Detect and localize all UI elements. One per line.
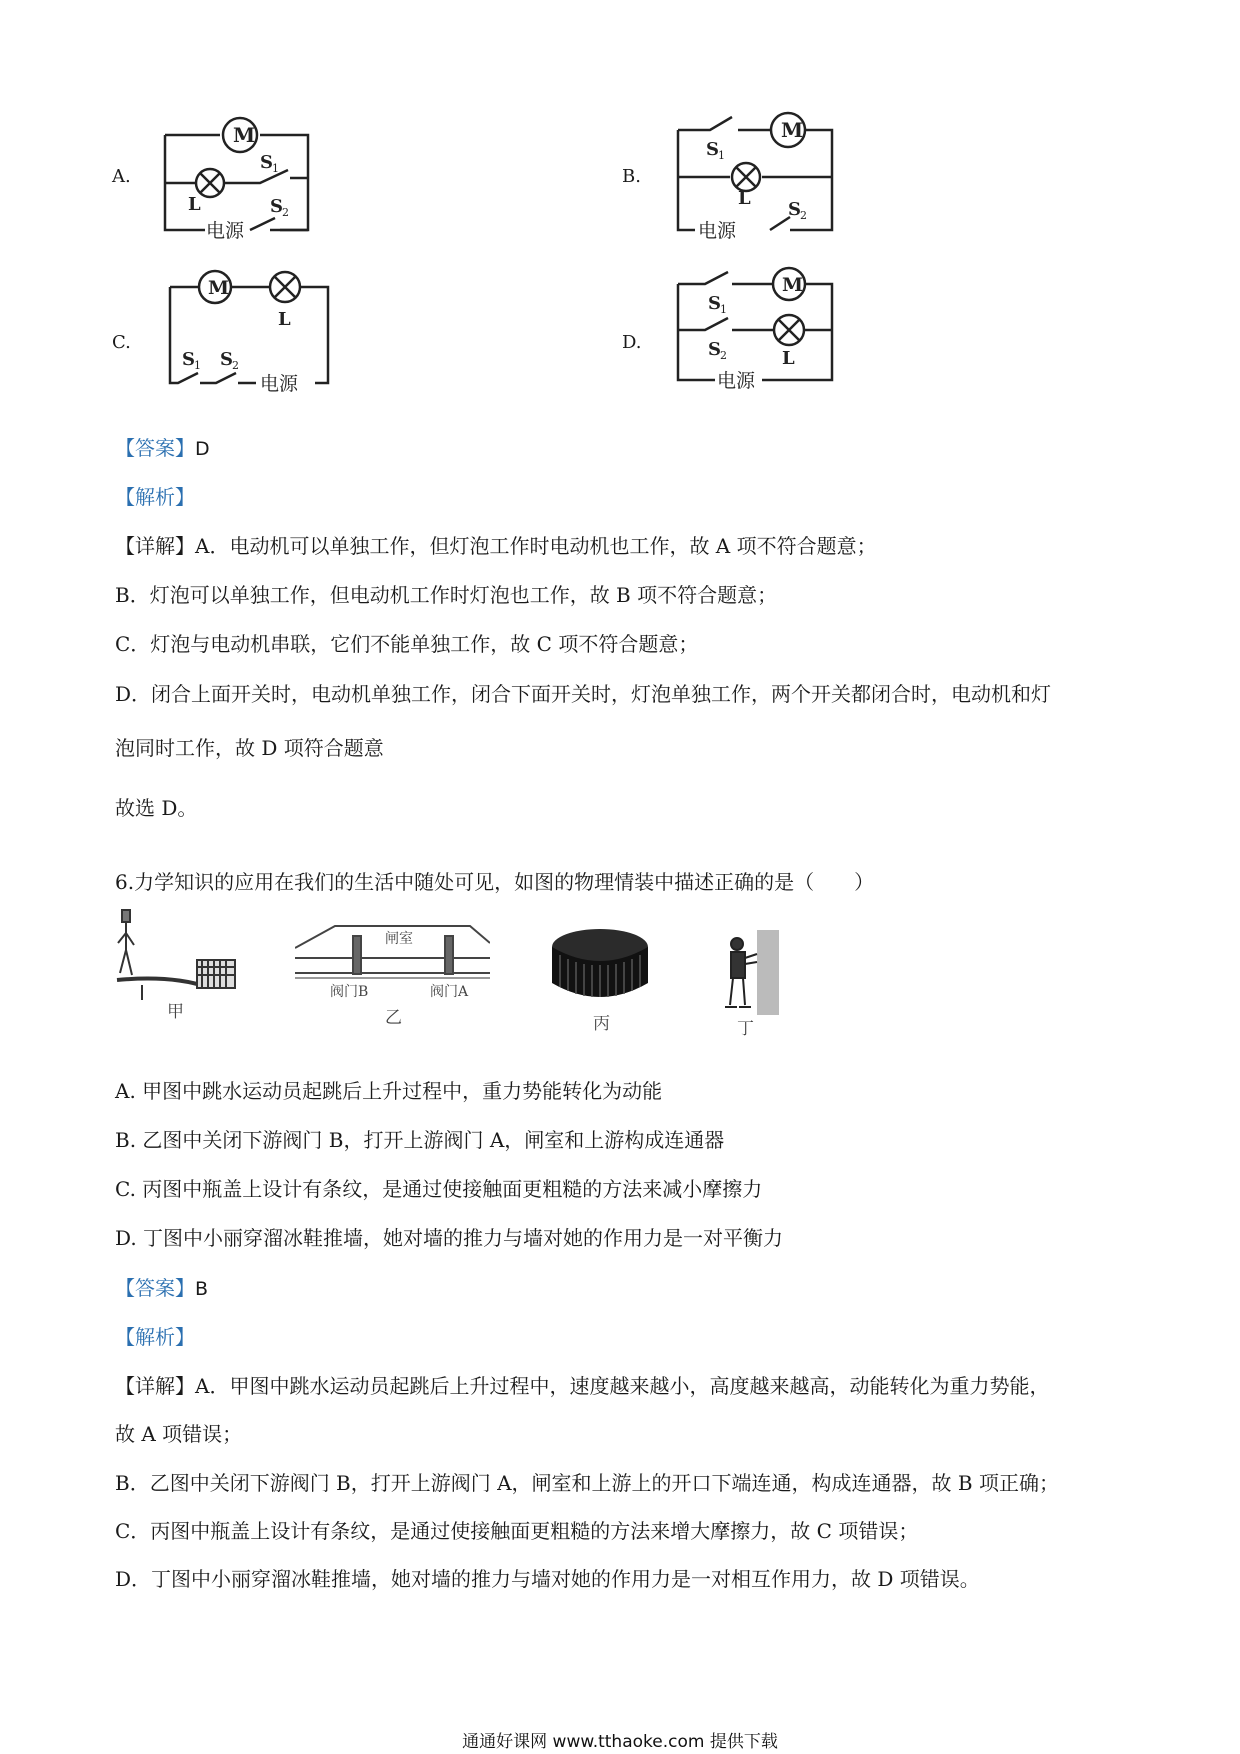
lamp-label: L [188,194,201,215]
q6-analysis-heading [115,1321,195,1350]
detail-text: A．电动机可以单独工作，但灯泡工作时电动机也工作，故 A 项不符合题意； [195,534,877,558]
q6-detail-line: 故 A 项错误； [115,1422,243,1446]
analysis-tag: 【解析】 [115,1325,195,1349]
circuit-diagram-b [670,105,840,240]
option-a-label: A. [112,166,131,187]
switch-2-label: S [788,199,801,220]
option-d-label: D. [622,332,642,353]
switch-2-label: S [708,339,721,360]
power-source-label: 电源 [717,370,756,392]
switch-1-sub: 1 [718,149,725,162]
figure-bing-bottle-cap [548,925,658,1035]
switch-1-sub: 1 [720,303,727,316]
switch-1-label: S [706,139,719,160]
figure-jia-diving [112,905,252,1025]
switch-1-label: S [260,152,273,173]
power-source-label: 电源 [206,220,245,242]
q5-detail-line: D．闭合上面开关时，电动机单独工作，闭合下面开关时，灯泡单独工作，两个开关都闭合时，电动机和灯 [115,682,1052,706]
circuit-diagram-d [670,262,840,397]
switch-1-label: S [708,293,721,314]
figure-ding-label: 丁 [737,1019,754,1039]
detail-text: A．甲图中跳水运动员起跳后上升过程中，速度越来越小，高度越来越高，动能转化为重力势能， [195,1374,1050,1398]
valve-a-label: 阀门A [430,984,469,1000]
circuit-diagram-a [150,110,320,245]
q5-detail-line [115,530,877,559]
q5-answer [115,432,210,461]
q5-detail-line: C．灯泡与电动机串联，它们不能单独工作，故 C 项不符合题意； [115,632,699,656]
switch-2-sub: 2 [282,206,289,219]
q5-analysis-heading [115,481,195,510]
q5-detail-line: B．灯泡可以单独工作，但电动机工作时灯泡也工作，故 B 项不符合题意； [115,583,778,607]
lamp-label: L [738,188,751,209]
q6-detail-line: D．丁图中小丽穿溜冰鞋推墙，她对墙的推力与墙对她的作用力是一对相互作用力，故 D 项错误。 [115,1567,980,1591]
q6-detail-line: B．乙图中关闭下游阀门 B，打开上游阀门 A，闸室和上游上的开口下端连通，构成连通器，故 B 项正确； [115,1471,1059,1495]
switch-1-sub: 1 [272,162,279,175]
option-c-label: C. [112,332,131,353]
figure-yi-ship-lock [295,918,490,1028]
motor-label: M [782,274,804,296]
q6-answer [115,1272,208,1301]
power-source-label: 电源 [260,373,299,395]
figure-ding-push-wall [715,930,785,1040]
switch-2-label: S [270,196,283,217]
switch-2-sub: 2 [800,209,807,222]
q6-option-b: B. 乙图中关闭下游阀门 B，打开上游阀门 A，闸室和上游构成连通器 [115,1128,725,1152]
q6-detail-line: C．丙图中瓶盖上设计有条纹，是通过使接触面更粗糙的方法来增大摩擦力，故 C 项错误； [115,1519,919,1543]
power-source-label: 电源 [698,220,737,240]
answer-tag: 【答案】 [115,1276,195,1300]
q6-option-d: D. 丁图中小丽穿溜冰鞋推墙，她对墙的推力与墙对她的作用力是一对平衡力 [115,1226,784,1250]
figure-jia-label: 甲 [167,1002,184,1022]
q6-option-c: C. 丙图中瓶盖上设计有条纹，是通过使接触面更粗糙的方法来减小摩擦力 [115,1177,763,1201]
figure-yi-label: 乙 [385,1008,402,1028]
answer-value: D [195,438,210,460]
q5-conclusion: 故选 D。 [115,796,198,820]
q6-detail-line [115,1370,1049,1399]
lamp-label: L [278,309,291,330]
detail-tag: 【详解】 [115,534,195,558]
switch-2-label: S [220,349,233,370]
motor-label: M [781,118,804,142]
q5-detail-line: 泡同时工作，故 D 项符合题意 [115,736,384,760]
motor-label: M [208,277,230,299]
answer-value: B [195,1278,209,1300]
switch-2-sub: 2 [232,359,239,372]
switch-1-label: S [182,349,195,370]
switch-2-sub: 2 [720,349,727,362]
figure-bing-label: 丙 [593,1014,610,1034]
motor-label: M [233,123,256,147]
detail-tag: 【详解】 [115,1374,195,1398]
answer-tag: 【答案】 [115,436,195,460]
q6-stem: 6.力学知识的应用在我们的生活中随处可见，如图的物理情装中描述正确的是（ ） [115,870,875,894]
option-b-label: B. [622,166,641,187]
lamp-label: L [782,348,795,369]
switch-1-sub: 1 [194,359,201,372]
valve-b-label: 阀门B [330,984,369,1000]
page-footer: 通通好课网 www.tthaoke.com 提供下载 [462,1732,778,1752]
analysis-tag: 【解析】 [115,485,195,509]
lock-chamber-label: 闸室 [385,931,413,947]
q6-option-a: A. 甲图中跳水运动员起跳后上升过程中，重力势能转化为动能 [115,1079,663,1103]
circuit-diagram-c [160,265,340,400]
